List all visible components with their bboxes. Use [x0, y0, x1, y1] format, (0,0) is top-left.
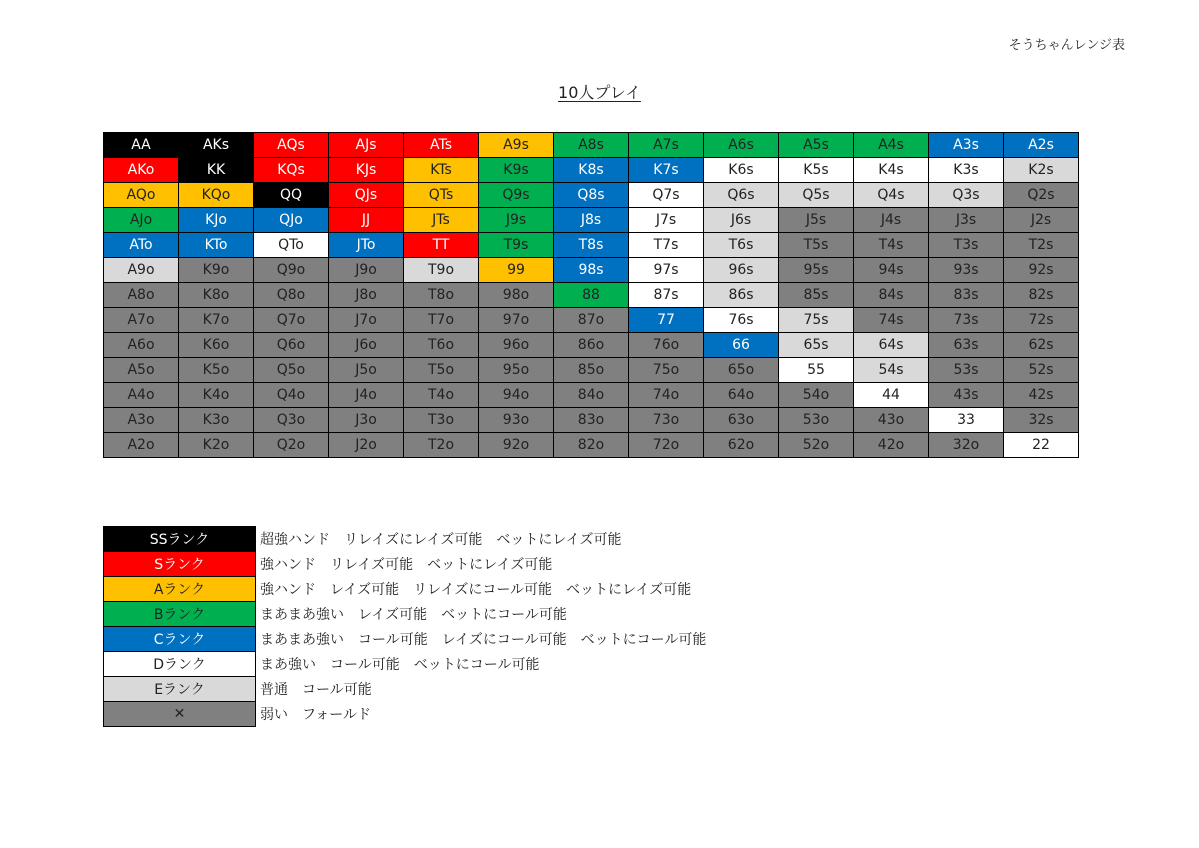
hand-cell: T2o: [404, 433, 479, 458]
hand-cell: K6s: [704, 158, 779, 183]
hand-cell: Q5o: [254, 358, 329, 383]
hand-cell: 92s: [1004, 258, 1079, 283]
hand-cell: AQo: [104, 183, 179, 208]
hand-cell: 63s: [929, 333, 1004, 358]
grid-row: [104, 233, 1079, 258]
grid-row: [104, 333, 1079, 358]
hand-cell: AJo: [104, 208, 179, 233]
hand-cell: 62o: [704, 433, 779, 458]
hand-cell: T3o: [404, 408, 479, 433]
grid-row: [104, 408, 1079, 433]
hand-cell: KQo: [179, 183, 254, 208]
hand-cell: Q8o: [254, 283, 329, 308]
hand-cell: Q6o: [254, 333, 329, 358]
hand-cell: J5o: [329, 358, 404, 383]
hand-cell: QTo: [254, 233, 329, 258]
hand-cell: K9s: [479, 158, 554, 183]
hand-cell: Q7o: [254, 308, 329, 333]
hand-cell: AJs: [329, 133, 404, 158]
hand-cell: J6s: [704, 208, 779, 233]
hand-cell: 42o: [854, 433, 929, 458]
hand-cell: Q4o: [254, 383, 329, 408]
hand-cell: Q9o: [254, 258, 329, 283]
hand-cell: 66: [704, 333, 779, 358]
legend-row: [104, 702, 707, 727]
hand-cell: 72o: [629, 433, 704, 458]
legend-row: [104, 602, 707, 627]
hand-cell: 64o: [704, 383, 779, 408]
hand-cell: 44: [854, 383, 929, 408]
hand-cell: 52o: [779, 433, 854, 458]
hand-cell: AKo: [104, 158, 179, 183]
hand-cell: 84s: [854, 283, 929, 308]
hand-cell: T8s: [554, 233, 629, 258]
hand-cell: QJs: [329, 183, 404, 208]
hand-cell: Q2o: [254, 433, 329, 458]
hand-cell: J2s: [1004, 208, 1079, 233]
hand-cell: J2o: [329, 433, 404, 458]
hand-cell: 32s: [1004, 408, 1079, 433]
legend-rank-swatch: Eランク: [104, 677, 256, 702]
hand-cell: A6s: [704, 133, 779, 158]
hand-cell: J6o: [329, 333, 404, 358]
hand-cell: T9s: [479, 233, 554, 258]
legend-description: 超強ハンド リレイズにレイズ可能 ベットにレイズ可能: [260, 532, 622, 548]
legend-description: まあ強い コール可能 ベットにコール可能: [260, 657, 540, 673]
hand-cell: 53o: [779, 408, 854, 433]
hand-cell: T3s: [929, 233, 1004, 258]
hand-cell: 76s: [704, 308, 779, 333]
legend-row: [104, 677, 707, 702]
hand-cell: 76o: [629, 333, 704, 358]
hand-cell: 52s: [1004, 358, 1079, 383]
hand-cell: T6s: [704, 233, 779, 258]
hand-cell: TT: [404, 233, 479, 258]
hand-cell: T5o: [404, 358, 479, 383]
hand-cell: J3s: [929, 208, 1004, 233]
hand-cell: 33: [929, 408, 1004, 433]
grid-row: [104, 308, 1079, 333]
grid-row: [104, 358, 1079, 383]
hand-cell: J8s: [554, 208, 629, 233]
hand-cell: 77: [629, 308, 704, 333]
hand-cell: A8s: [554, 133, 629, 158]
hand-cell: A4s: [854, 133, 929, 158]
document-corner-label: そうちゃんレンジ表: [1008, 38, 1125, 53]
hand-cell: T5s: [779, 233, 854, 258]
hand-cell: K3s: [929, 158, 1004, 183]
legend-rank-swatch: ✕: [104, 702, 256, 727]
hand-cell: A8o: [104, 283, 179, 308]
hand-cell: 86o: [554, 333, 629, 358]
hand-cell: 98s: [554, 258, 629, 283]
hand-cell: Q8s: [554, 183, 629, 208]
hand-cell: 62s: [1004, 333, 1079, 358]
hand-cell: A9o: [104, 258, 179, 283]
legend-rank-swatch: Dランク: [104, 652, 256, 677]
hand-cell: 97s: [629, 258, 704, 283]
hand-cell: QJo: [254, 208, 329, 233]
hand-cell: 65o: [704, 358, 779, 383]
hand-cell: JTs: [404, 208, 479, 233]
legend-row: [104, 527, 707, 552]
legend-row: [104, 627, 707, 652]
hand-cell: 97o: [479, 308, 554, 333]
hand-cell: A6o: [104, 333, 179, 358]
hand-cell: 55: [779, 358, 854, 383]
rank-legend: [103, 526, 707, 727]
hand-cell: AKs: [179, 133, 254, 158]
legend-row: [104, 652, 707, 677]
hand-cell: 82o: [554, 433, 629, 458]
hand-cell: JJ: [329, 208, 404, 233]
hand-cell: K4s: [854, 158, 929, 183]
hand-cell: 86s: [704, 283, 779, 308]
grid-row: [104, 433, 1079, 458]
hand-cell: K5o: [179, 358, 254, 383]
legend-row: [104, 577, 707, 602]
hand-cell: K7s: [629, 158, 704, 183]
hand-range-grid-body: [104, 133, 1079, 458]
hand-cell: T4s: [854, 233, 929, 258]
hand-cell: KQs: [254, 158, 329, 183]
hand-cell: K5s: [779, 158, 854, 183]
hand-cell: 22: [1004, 433, 1079, 458]
hand-cell: A7o: [104, 308, 179, 333]
hand-cell: 96o: [479, 333, 554, 358]
hand-cell: Q5s: [779, 183, 854, 208]
hand-cell: A4o: [104, 383, 179, 408]
hand-cell: 99: [479, 258, 554, 283]
hand-cell: A9s: [479, 133, 554, 158]
hand-cell: 83o: [554, 408, 629, 433]
hand-cell: K2s: [1004, 158, 1079, 183]
hand-cell: 82s: [1004, 283, 1079, 308]
hand-cell: 85s: [779, 283, 854, 308]
hand-cell: KJs: [329, 158, 404, 183]
hand-cell: 54s: [854, 358, 929, 383]
grid-row: [104, 383, 1079, 408]
grid-row: [104, 258, 1079, 283]
hand-cell: K2o: [179, 433, 254, 458]
hand-cell: K8o: [179, 283, 254, 308]
hand-cell: 87s: [629, 283, 704, 308]
hand-cell: T7s: [629, 233, 704, 258]
hand-cell: 53s: [929, 358, 1004, 383]
hand-cell: KK: [179, 158, 254, 183]
hand-cell: J9o: [329, 258, 404, 283]
hand-cell: T2s: [1004, 233, 1079, 258]
grid-row: [104, 158, 1079, 183]
hand-cell: ATo: [104, 233, 179, 258]
hand-cell: T6o: [404, 333, 479, 358]
hand-cell: T7o: [404, 308, 479, 333]
hand-cell: 87o: [554, 308, 629, 333]
hand-cell: Q2s: [1004, 183, 1079, 208]
hand-cell: K4o: [179, 383, 254, 408]
hand-cell: 73s: [929, 308, 1004, 333]
hand-cell: J8o: [329, 283, 404, 308]
hand-cell: J7o: [329, 308, 404, 333]
grid-row: [104, 133, 1079, 158]
legend-description: 強ハンド リレイズ可能 ベットにレイズ可能: [260, 557, 553, 573]
hand-cell: A5s: [779, 133, 854, 158]
hand-cell: A2o: [104, 433, 179, 458]
hand-cell: 43o: [854, 408, 929, 433]
legend-description: まあまあ強い コール可能 レイズにコール可能 ベットにコール可能: [260, 632, 707, 648]
hand-cell: 85o: [554, 358, 629, 383]
hand-cell: 72s: [1004, 308, 1079, 333]
hand-cell: 98o: [479, 283, 554, 308]
hand-cell: AQs: [254, 133, 329, 158]
hand-cell: J4o: [329, 383, 404, 408]
legend-rank-swatch: SSランク: [104, 527, 256, 552]
legend-rank-swatch: Cランク: [104, 627, 256, 652]
hand-cell: K6o: [179, 333, 254, 358]
hand-cell: 88: [554, 283, 629, 308]
hand-cell: 95s: [779, 258, 854, 283]
hand-cell: 95o: [479, 358, 554, 383]
hand-cell: 93s: [929, 258, 1004, 283]
hand-range-grid: [103, 132, 1079, 458]
hand-cell: 74s: [854, 308, 929, 333]
hand-cell: A5o: [104, 358, 179, 383]
hand-cell: QQ: [254, 183, 329, 208]
hand-cell: Q7s: [629, 183, 704, 208]
hand-cell: 42s: [1004, 383, 1079, 408]
hand-cell: KTs: [404, 158, 479, 183]
hand-cell: T9o: [404, 258, 479, 283]
hand-cell: KTo: [179, 233, 254, 258]
hand-cell: 93o: [479, 408, 554, 433]
legend-description: 弱い フォールド: [260, 707, 372, 723]
hand-cell: 96s: [704, 258, 779, 283]
page-title: 10人プレイ: [558, 83, 641, 102]
hand-cell: J7s: [629, 208, 704, 233]
hand-cell: K7o: [179, 308, 254, 333]
hand-cell: A3o: [104, 408, 179, 433]
hand-cell: T4o: [404, 383, 479, 408]
hand-cell: 75o: [629, 358, 704, 383]
hand-cell: J3o: [329, 408, 404, 433]
legend-description: 普通 コール可能: [260, 682, 372, 698]
hand-cell: AA: [104, 133, 179, 158]
hand-cell: 84o: [554, 383, 629, 408]
hand-cell: A2s: [1004, 133, 1079, 158]
hand-cell: Q4s: [854, 183, 929, 208]
hand-cell: A7s: [629, 133, 704, 158]
hand-cell: J5s: [779, 208, 854, 233]
hand-cell: 63o: [704, 408, 779, 433]
hand-cell: 54o: [779, 383, 854, 408]
hand-cell: 64s: [854, 333, 929, 358]
hand-cell: J9s: [479, 208, 554, 233]
hand-cell: 83s: [929, 283, 1004, 308]
legend-description: まあまあ強い レイズ可能 ベットにコール可能: [260, 607, 567, 623]
hand-cell: 32o: [929, 433, 1004, 458]
grid-row: [104, 208, 1079, 233]
hand-cell: JTo: [329, 233, 404, 258]
hand-cell: ATs: [404, 133, 479, 158]
hand-cell: T8o: [404, 283, 479, 308]
legend-rank-swatch: Aランク: [104, 577, 256, 602]
hand-cell: 74o: [629, 383, 704, 408]
legend-description: 強ハンド レイズ可能 リレイズにコール可能 ベットにレイズ可能: [260, 582, 692, 598]
legend-row: [104, 552, 707, 577]
hand-cell: 94s: [854, 258, 929, 283]
hand-cell: KJo: [179, 208, 254, 233]
hand-cell: 75s: [779, 308, 854, 333]
hand-cell: Q3s: [929, 183, 1004, 208]
hand-cell: 65s: [779, 333, 854, 358]
hand-cell: K3o: [179, 408, 254, 433]
grid-row: [104, 183, 1079, 208]
hand-cell: Q9s: [479, 183, 554, 208]
hand-cell: Q3o: [254, 408, 329, 433]
hand-cell: A3s: [929, 133, 1004, 158]
hand-cell: Q6s: [704, 183, 779, 208]
hand-cell: 92o: [479, 433, 554, 458]
hand-cell: QTs: [404, 183, 479, 208]
hand-cell: K8s: [554, 158, 629, 183]
hand-cell: 94o: [479, 383, 554, 408]
hand-cell: J4s: [854, 208, 929, 233]
hand-cell: 43s: [929, 383, 1004, 408]
legend-rank-swatch: Sランク: [104, 552, 256, 577]
legend-rank-swatch: Bランク: [104, 602, 256, 627]
rank-legend-body: [104, 527, 707, 727]
grid-row: [104, 283, 1079, 308]
hand-cell: 73o: [629, 408, 704, 433]
hand-cell: K9o: [179, 258, 254, 283]
